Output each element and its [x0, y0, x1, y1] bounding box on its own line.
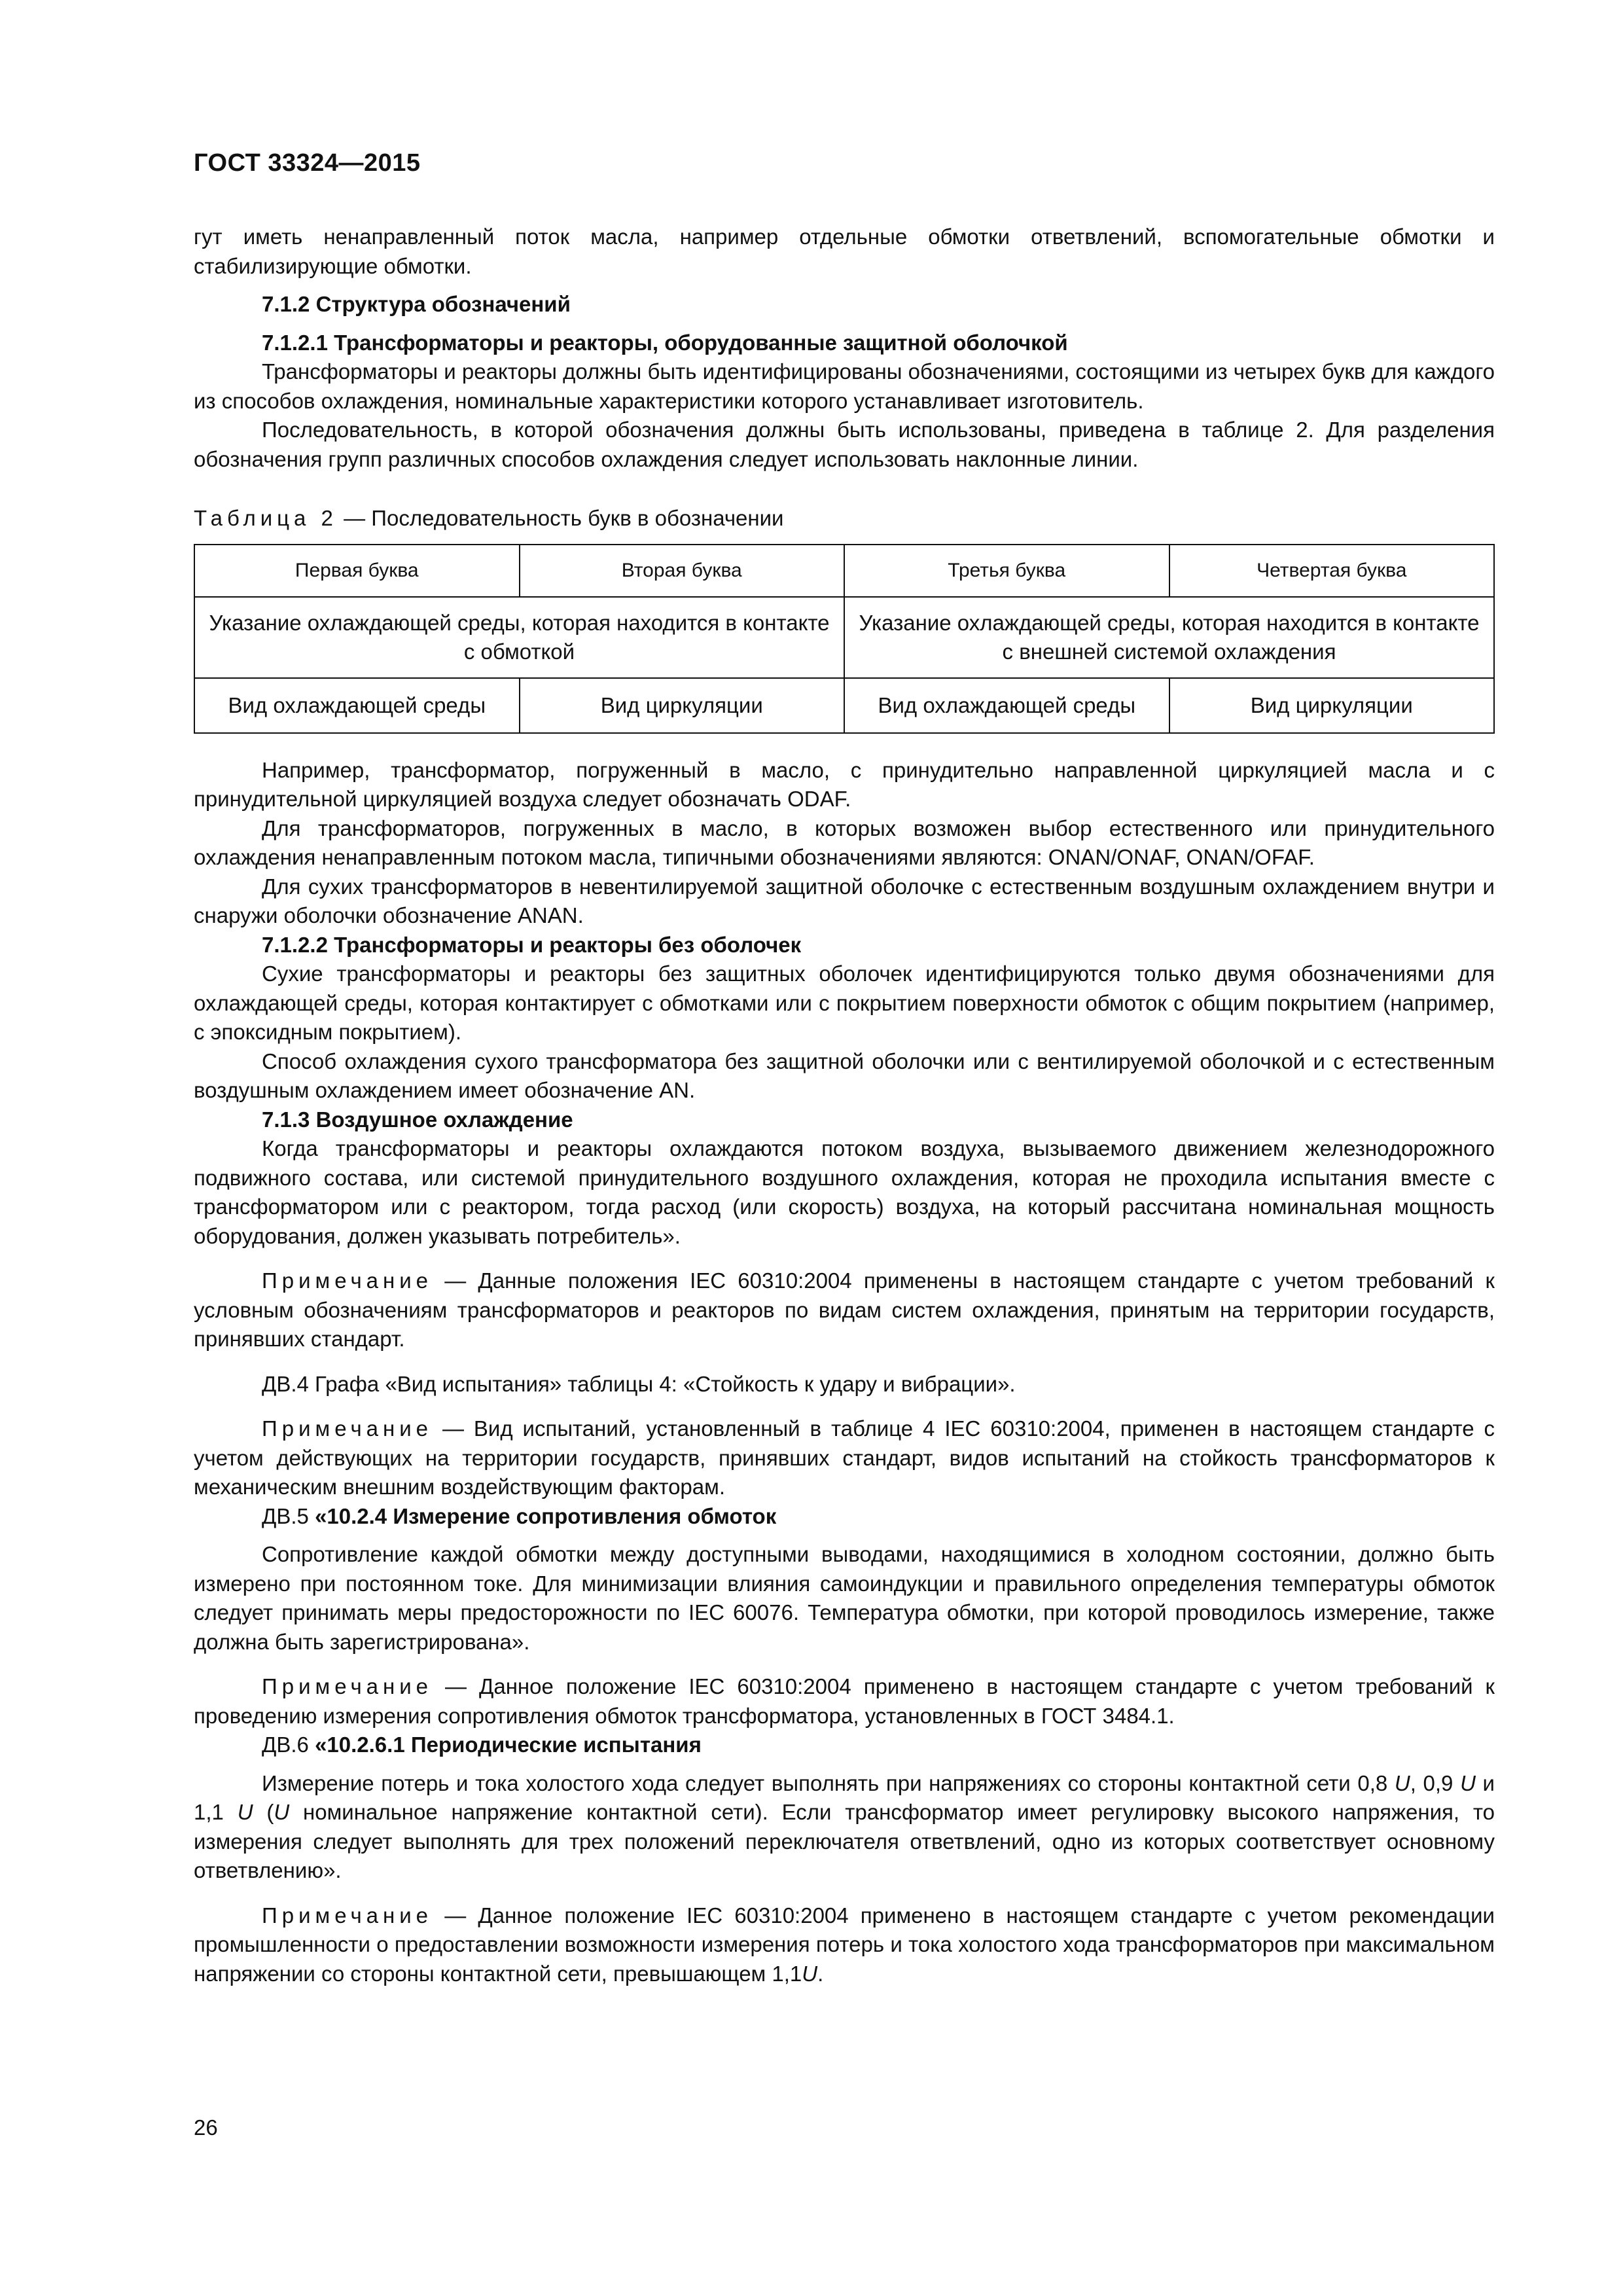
paragraph-sequence: Последовательность, в которой обозначения должны быть использованы, приведена в таблице 2. Для разделения обозначения групп различных способов охлаждения следует использовать наклонные линии.: [194, 418, 1495, 471]
note-3: [194, 1672, 1495, 1731]
note-text: — Данные положения IEC 60310:2004 применены в настоящем стандарте с учетом требований к условным обозначениям трансформаторов и реакторов по видам систем охлаждения, принятым на территории государств, принявших стандарт.: [194, 1268, 1495, 1351]
table-cell: Указание охлаждающей среды, которая находится в контакте с обмоткой: [194, 597, 844, 678]
paragraph-oil-transformers: Для трансформаторов, погруженных в масло, в которых возможен выбор естественного или принудительного охлаждения ненаправленным потоком масла, типичными обозначениями являются: ONAN/ONAF, ONAN/OFAF.: [194, 816, 1495, 869]
dv5-number: ДВ.5: [262, 1503, 315, 1528]
voltage-symbol: U: [237, 1800, 253, 1824]
note-label: Примечание: [262, 1674, 433, 1698]
voltage-symbol: U: [1394, 1770, 1410, 1795]
table-cell: Вид циркуляции: [520, 678, 845, 733]
paragraph-identification: Трансформаторы и реакторы должны быть идентифицированы обозначениями, состоящими из четырех букв для каждого из способов охлаждения, номинальные характеристики которого устанавливает изготовитель.: [194, 359, 1495, 413]
dv6-number: ДВ.6: [262, 1732, 315, 1757]
heading-7-1-2: 7.1.2 Структура обозначений: [262, 292, 571, 316]
paragraph-continuation: гут иметь ненаправленный поток масла, например отдельные обмотки ответвлений, вспомогательные обмотки и стабилизирующие обмотки.: [194, 224, 1495, 278]
note-1: [194, 1266, 1495, 1354]
letter-sequence-table: [194, 544, 1495, 734]
paragraph-winding-resistance: Сопротивление каждой обмотки между доступными выводами, находящимися в холодном состоянии, должно быть измерено при постоянном токе. Для минимизации влияния самоиндукции и правильного определения температуры обмоток следует принимать меры предосторожности по IEC 60076. Температура обмотки, при которой проводилось измерение, также должна быть зарегистрирована».: [194, 1542, 1495, 1654]
heading-7-1-2-2: 7.1.2.2 Трансформаторы и реакторы без оболочек: [262, 932, 802, 957]
page-number: 26: [194, 2115, 218, 2140]
table-header-cell: Третья буква: [844, 545, 1169, 597]
dv6-heading: [194, 1731, 1495, 1760]
table-header-row: [194, 545, 1494, 597]
table-cell: Вид охлаждающей среды: [194, 678, 520, 733]
table-row: [194, 597, 1494, 678]
paragraph-air-cooling: Когда трансформаторы и реакторы охлаждаются потоком воздуха, вызываемого движением железнодорожного подвижного состава, или системой принудительного воздушного охлаждения, которая не проходила испытания вместе с трансформатором или с реактором, тогда расход (или скорость) воздуха, на который рассчитана номинальная мощность оборудования, должен указывать потребитель».: [194, 1136, 1495, 1248]
note-label: Примечание: [262, 1903, 433, 1928]
paragraph-an-designation: Способ охлаждения сухого трансформатора без защитной оболочки или с вентилируемой оболочкой и с естественным воздушным охлаждением имеет обозначение AN.: [194, 1049, 1495, 1102]
voltage-symbol: U: [274, 1800, 290, 1824]
table-caption-label: Таблица 2: [194, 506, 338, 530]
table-cell: Вид охлаждающей среды: [844, 678, 1169, 733]
note-2: [194, 1414, 1495, 1502]
dv6-title: «10.2.6.1 Периодические испытания: [315, 1732, 702, 1757]
note-text: — Вид испытаний, установленный в таблице 4 IEC 60310:2004, применен в настоящем стандарте с учетом действующих на территории государств, принявших стандарт, видов испытаний на стойкость трансформаторов к механическим внешним воздействующим факторам.: [194, 1416, 1495, 1499]
paragraph-no-load-loss: Измерение потерь и тока холостого хода следует выполнять при напряжениях со стороны контактной сети 0,8 U, 0,9 U и 1,1 U (U номинальное напряжение контактной сети). Если трансформатор имеет регулировку высокого напряжения, то измерения следует выполнять для трех положений переключателя ответвлений, одно из которых соответствует основному ответвлению».: [194, 1770, 1495, 1882]
table-caption: [194, 504, 1495, 533]
paragraph-dry-transformers: Для сухих трансформаторов в невентилируемой защитной оболочке с естественным воздушным охлаждением внутри и снаружи оболочки обозначение ANAN.: [194, 874, 1495, 927]
note-text: — Данное положение IEC 60310:2004 применено в настоящем стандарте с учетом рекомендации промышленности о предоставлении возможности измерения потерь и тока холостого хода трансформаторов при максимальном напряжении со стороны контактной сети, превышающем 1,1: [194, 1903, 1495, 1986]
dv4-line: ДВ.4 Графа «Вид испытания» таблицы 4: «Стойкость к удару и вибрации».: [262, 1371, 1016, 1396]
document-code-header: ГОСТ 33324—2015: [194, 149, 421, 177]
note-text: — Данное положение IEC 60310:2004 применено в настоящем стандарте с учетом требований к проведению измерения сопротивления обмоток трансформатора, установленных в ГОСТ 3484.1.: [194, 1674, 1495, 1728]
paragraph-example-odaf: Например, трансформатор, погруженный в масло, с принудительно направленной циркуляцией масла и с принудительной циркуляцией воздуха следует обозначать ODAF.: [194, 757, 1495, 811]
table-header-cell: Первая буква: [194, 545, 520, 597]
page-content: [194, 223, 1495, 1988]
heading-7-1-2-1: 7.1.2.1 Трансформаторы и реакторы, оборудованные защитной оболочкой: [262, 330, 1068, 355]
note-4: Примечание — Данное положение IEC 60310:2004 применено в настоящем стандарте с учетом рекомендации промышленности о предоставлении возможности измерения потерь и тока холостого хода трансформаторов при максимальном напряжении со стороны контактной сети, превышающем 1,1U.: [194, 1903, 1495, 1986]
table-row: [194, 678, 1494, 733]
table-header-cell: Вторая буква: [520, 545, 845, 597]
heading-7-1-3: 7.1.3 Воздушное охлаждение: [262, 1107, 573, 1132]
table-cell: Вид циркуляции: [1169, 678, 1495, 733]
dv5-title: «10.2.4 Измерение сопротивления обмоток: [315, 1503, 777, 1528]
note-label: Примечание: [262, 1416, 433, 1441]
table-caption-text: — Последовательность букв в обозначении: [337, 506, 784, 530]
paragraph-no-enclosure: Сухие трансформаторы и реакторы без защитных оболочек идентифицируются только двумя обозначениями для охлаждающей среды, которая контактирует с обмотками или с покрытием поверхности обмоток с общим покрытием (например, с эпоксидным покрытием).: [194, 961, 1495, 1044]
voltage-symbol: U: [802, 1961, 818, 1986]
table-cell: Указание охлаждающей среды, которая находится в контакте с внешней системой охлаждения: [844, 597, 1494, 678]
dv5-heading: [194, 1502, 1495, 1532]
table-header-cell: Четвертая буква: [1169, 545, 1495, 597]
voltage-symbol: U: [1460, 1770, 1476, 1795]
note-label: Примечание: [262, 1268, 433, 1293]
